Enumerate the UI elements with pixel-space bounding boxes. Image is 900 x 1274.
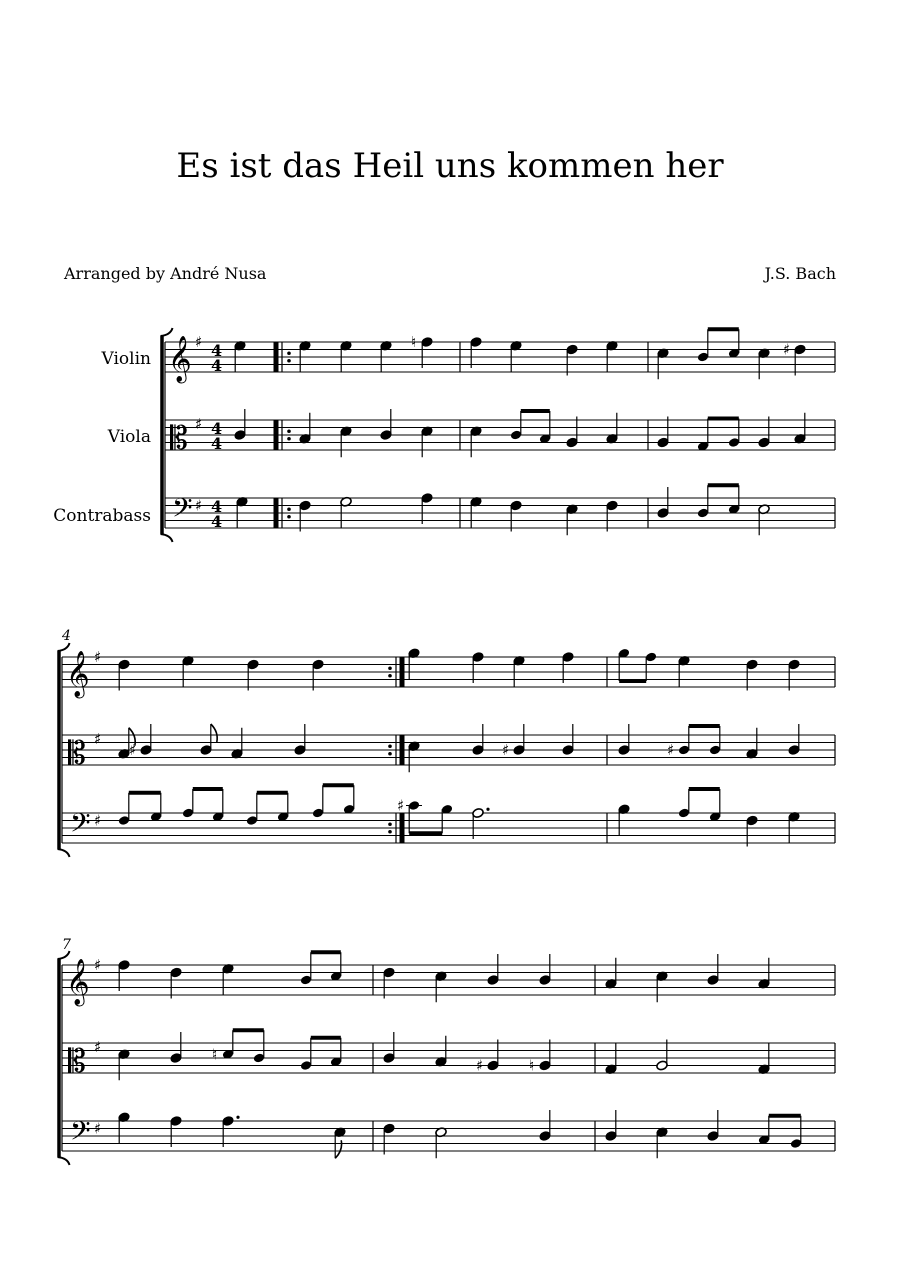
bass-clef-icon: 𝄢 bbox=[70, 807, 91, 845]
instrument-label-violin: Violin bbox=[101, 349, 151, 369]
repeat-dot bbox=[287, 507, 291, 511]
repeat-dot bbox=[287, 429, 291, 433]
treble-clef-icon: 𝄞 bbox=[66, 959, 90, 1005]
repeat-dot bbox=[287, 515, 291, 519]
alto-clef-icon: 𝄡 bbox=[68, 1042, 86, 1080]
note-flag bbox=[211, 724, 217, 742]
note-flag bbox=[335, 1140, 341, 1158]
repeat-dot bbox=[388, 752, 392, 756]
arranger-credit: Arranged by André Nusa bbox=[64, 264, 267, 283]
composer-credit: J.S. Bach bbox=[764, 264, 836, 283]
sharp-accidental: ♯ bbox=[129, 741, 137, 759]
bracket-hook bbox=[161, 534, 173, 542]
time-signature-top: 4 bbox=[211, 497, 223, 516]
key-signature-sharp: ♯ bbox=[94, 811, 102, 830]
bracket-hook bbox=[58, 1157, 70, 1165]
augmentation-dot bbox=[236, 1116, 239, 1119]
natural-accidental: ♮ bbox=[411, 333, 417, 351]
key-signature-sharp: ♯ bbox=[94, 1119, 102, 1138]
bass-clef-icon: 𝄢 bbox=[172, 492, 193, 530]
repeat-dot bbox=[388, 830, 392, 834]
key-signature-sharp: ♯ bbox=[195, 414, 203, 433]
time-signature-bottom: 4 bbox=[211, 434, 223, 453]
bracket-hook bbox=[58, 643, 70, 651]
repeat-dot bbox=[388, 822, 392, 826]
key-signature-sharp: ♯ bbox=[94, 956, 102, 974]
time-signature-top: 4 bbox=[211, 419, 223, 438]
alto-clef-icon: 𝄡 bbox=[170, 419, 188, 457]
bracket-hook bbox=[58, 849, 70, 857]
sharp-accidental: ♯ bbox=[502, 741, 510, 759]
score-title: Es ist das Heil uns kommen her bbox=[176, 146, 724, 186]
treble-clef-icon: 𝄞 bbox=[66, 651, 90, 697]
key-signature-sharp: ♯ bbox=[94, 729, 102, 748]
natural-accidental: ♮ bbox=[529, 1056, 535, 1075]
treble-clef-icon: 𝄞 bbox=[168, 336, 192, 382]
bass-clef-icon: 𝄢 bbox=[70, 1115, 91, 1153]
alto-clef-icon: 𝄡 bbox=[68, 734, 86, 772]
key-signature-sharp: ♯ bbox=[94, 648, 102, 666]
instrument-label-contrabass: Contrabass bbox=[53, 506, 151, 526]
key-signature-sharp: ♯ bbox=[195, 496, 203, 515]
repeat-dot bbox=[388, 666, 392, 670]
repeat-dot bbox=[287, 437, 291, 441]
time-signature-bottom: 4 bbox=[211, 356, 223, 375]
key-signature-sharp: ♯ bbox=[195, 333, 203, 351]
repeat-dot bbox=[388, 674, 392, 678]
measure-number-4: 4 bbox=[62, 628, 71, 644]
sharp-accidental: ♯ bbox=[476, 1056, 484, 1075]
bracket-hook bbox=[161, 328, 173, 336]
measure-number-7: 7 bbox=[62, 937, 71, 953]
repeat-dot bbox=[287, 351, 291, 355]
sharp-accidental: ♯ bbox=[667, 741, 675, 759]
augmentation-dot bbox=[486, 808, 489, 811]
instrument-label-viola: Viola bbox=[107, 427, 151, 447]
time-signature-bottom: 4 bbox=[211, 512, 223, 531]
natural-accidental: ♮ bbox=[212, 1045, 218, 1064]
key-signature-sharp: ♯ bbox=[94, 1037, 102, 1056]
repeat-dot bbox=[388, 744, 392, 748]
sharp-accidental: ♯ bbox=[397, 796, 405, 815]
sharp-accidental: ♯ bbox=[783, 340, 791, 359]
time-signature-top: 4 bbox=[211, 341, 223, 360]
repeat-dot bbox=[287, 359, 291, 363]
